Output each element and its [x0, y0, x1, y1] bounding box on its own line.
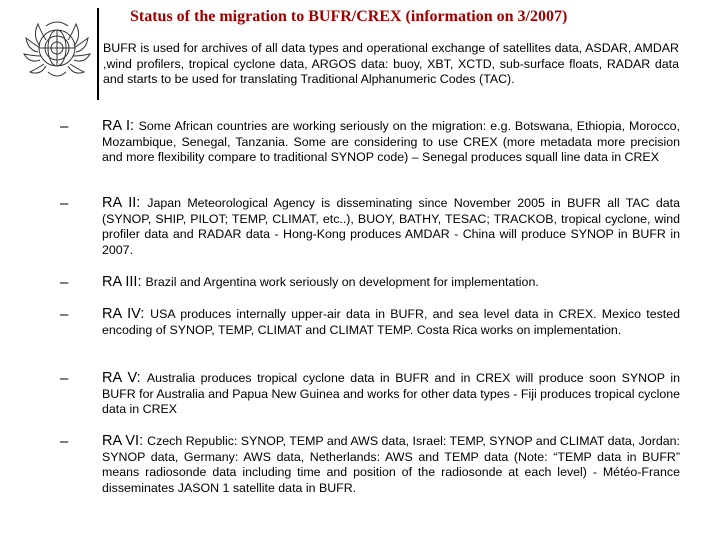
list-item [60, 196, 680, 258]
region-label: RA I: [102, 118, 139, 134]
bullet-dash: – [60, 306, 69, 323]
list-item [60, 307, 680, 338]
wmo-emblem-icon [18, 10, 96, 88]
page-title: Status of the migration to BUFR/CREX (information on 3/2007) [130, 8, 568, 25]
bullet-dash: – [60, 370, 69, 387]
bullet-dash: – [60, 274, 69, 291]
bullet-dash: – [60, 118, 69, 135]
region-label: RA V: [102, 370, 147, 386]
region-text: Australia produces tropical cyclone data in BUFR and in CREX will produce soon SYNOP in BUFR for Australia and Papua New Guinea and works for other data types - Fiji produces tropical cyclone data in CREX [102, 371, 680, 417]
intro-paragraph: BUFR is used for archives of all data types and operational exchange of satellites data, ASDAR, AMDAR ,wind profilers, tropical cyclone data, ARGOS data: buoy, XBT, XCTD, sub-surface floats, RADAR data and starts to be used for translating Traditional Alphanumeric Codes (TAC). [103, 41, 679, 87]
region-text: USA produces internally upper-air data in BUFR, and sea level data in CREX. Mexico tested encoding of SYNOP, TEMP, CLIMAT and CLIMAT TEMP. Costa Rica works on implementation. [102, 307, 681, 337]
region-text: Brazil and Argentina work seriously on development for implementation. [145, 275, 539, 289]
header-divider [97, 8, 99, 100]
region-label: RA VI: [102, 433, 148, 449]
region-label: RA II: [102, 195, 148, 211]
region-text: Some African countries are working seriously on the migration: e.g. Botswana, Ethiopia, Morocco, Mozambique, Senegal, Tanzania. Some are considering to use CREX (more metadata more precision and more flexibility compare to traditional SYNOP code) – Senegal produces squall line data in CREX [102, 119, 680, 165]
region-label: RA IV: [102, 306, 151, 322]
list-item [60, 371, 680, 418]
region-label: RA III: [102, 274, 146, 290]
bullet-dash: – [60, 433, 69, 450]
list-item [60, 119, 680, 166]
bullet-dash: – [60, 195, 69, 212]
region-text: Czech Republic: SYNOP, TEMP and AWS data, Israel: TEMP, SYNOP and CLIMAT data, Jordan: SYNOP data, Germany: AWS data, Netherlands: AWS and TEMP data (Note: “TEMP data in BUFR” means radiosonde data including time and position of the radiosonde at each level) - Météo-France disseminates JASON 1 satellite data in BUFR. [102, 434, 680, 495]
list-item [60, 275, 680, 291]
region-text: Japan Meteorological Agency is disseminating since November 2005 in BUFR all TAC data (SYNOP, SHIP, PILOT; TEMP, CLIMAT, etc..), BUOY, BATHY, TESAC; TRACKOB, tropical cyclone, wind profiler data and RADAR data - Hong-Kong produces AMDAR - China will produce SYNOP in BUFR in 2007. [102, 196, 680, 257]
list-item [60, 434, 680, 496]
